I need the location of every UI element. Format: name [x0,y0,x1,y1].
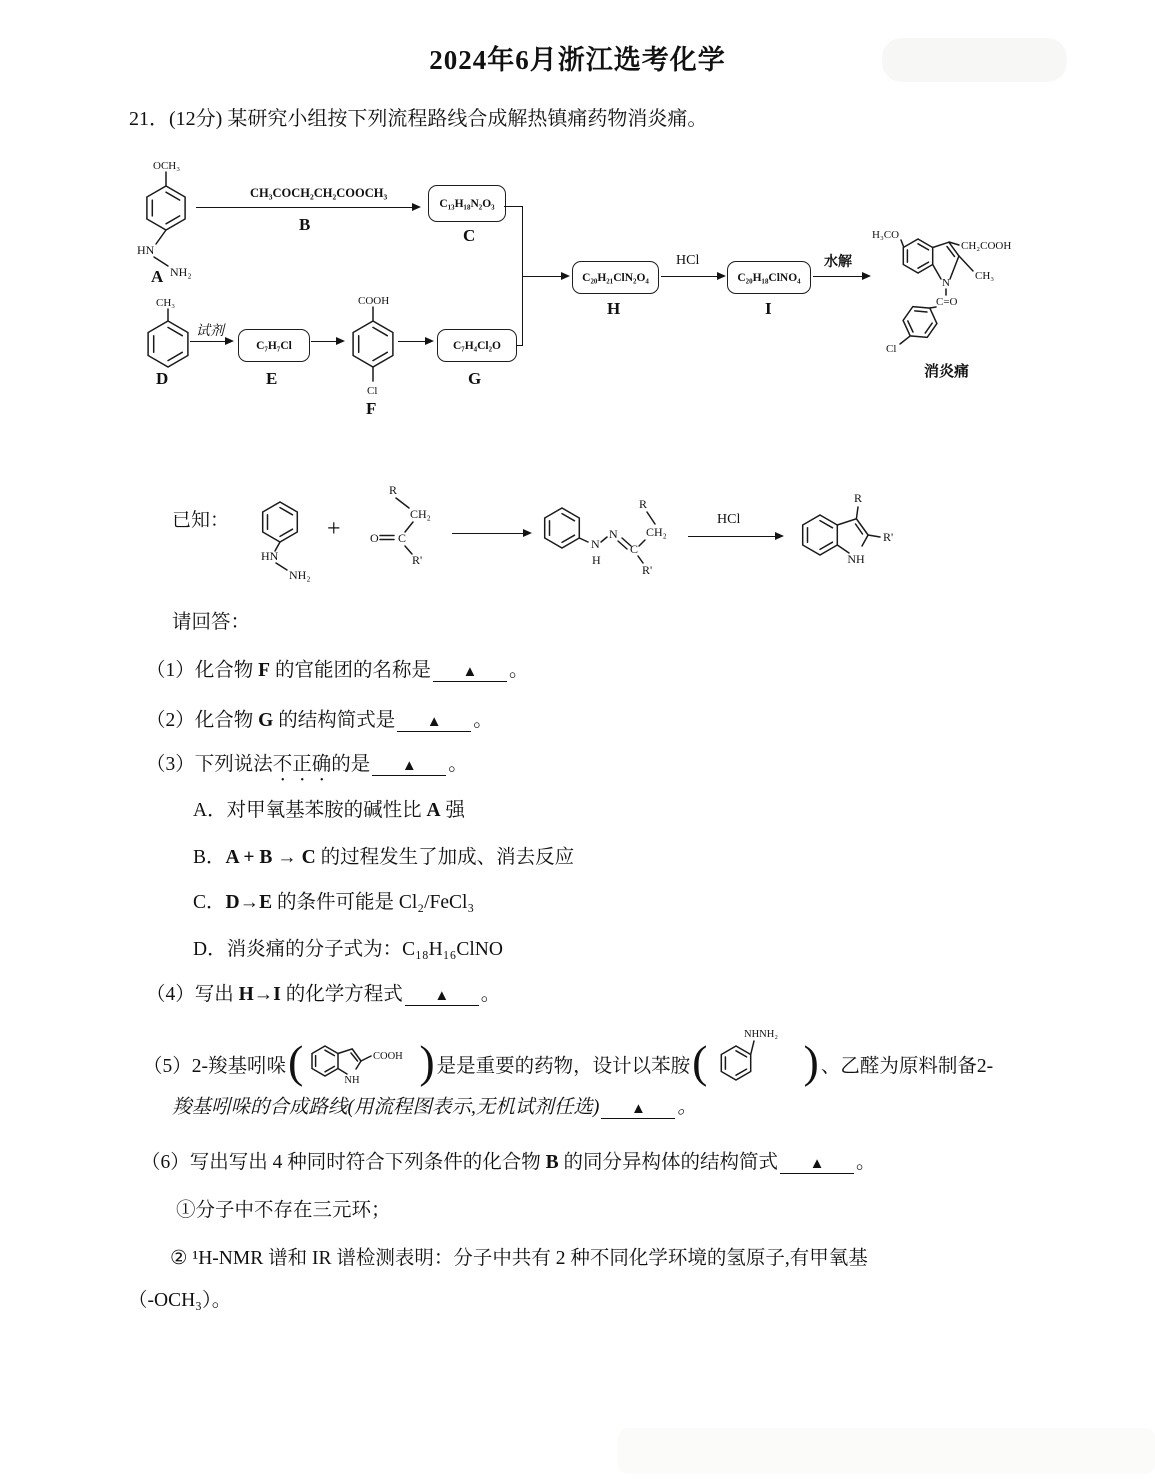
option-d: D．消炎痛的分子式为：C₁₈H₁₆ClNO [193,939,503,960]
known-label: 已知： [172,510,230,531]
arrow-d-to-e [190,341,226,342]
compound-g-box [437,329,517,362]
chloro-label: Cl [886,343,897,355]
answer-prompt: 请回答： [172,612,251,633]
question-3: （3）下列说法不正确的是 ▲ 。 [146,754,468,775]
c-label: C [630,542,639,556]
n2-label: N [609,527,618,541]
benzene-ring [545,508,580,548]
product-name: 消炎痛 [924,364,970,380]
benzene-ring [353,321,393,367]
nh2-label: NH₂ [289,568,311,582]
benzene-ring [803,515,838,555]
chloro-label: Cl [367,385,378,397]
ch2-label: CH₂ [410,507,431,521]
methyl-label: CH₃ [975,270,995,282]
question-2: （2）化合物 G 的结构简式是 ▲ 。 [146,710,493,731]
question-6-condition-2-cont: （-OCH₃）。 [128,1290,232,1311]
benzene-ring [148,321,188,367]
plus-sign: + [327,516,341,542]
known-hcl-label: HCl [717,512,741,527]
reagent-label: 试剂 [196,324,224,339]
arrow-condensation [452,533,524,534]
close-paren: ) [803,1036,819,1088]
nh-label: NH [344,1075,360,1086]
q5-text-3: 、乙醛为原料制备2- [820,1056,994,1077]
acetic-group-label: CH₂COOH [961,240,1012,252]
o-label: O [370,531,379,545]
phenylhydrazine-inline-structure [710,1025,802,1103]
r-prime-label: R' [883,530,894,544]
q5-text-2: 是是重要的药物，设计以苯胺 [436,1056,691,1077]
nhnh2-label: NHNH₂ [743,1029,778,1040]
option-a: A．对甲氧基苯胺的碱性比 A 强 [193,800,465,821]
question-6-condition-2: ② ¹H-NMR 谱和 IR 谱检测表明：分子中共有 2 种不同化学环境的氢原子,有甲氧基 [170,1248,868,1269]
question-6-condition-1: ①分子中不存在三元环； [176,1200,391,1221]
arrow-e-to-f [311,341,337,342]
question-5-line2: 羧基吲哚的合成路线(用流程图表示,无机试剂任选) ▲ 。 [172,1097,697,1118]
methyl-label: CH₃ [156,297,176,309]
hydrazine-nh2-label: NH₂ [170,265,192,279]
r-prime-label: R' [412,553,423,567]
indole-benzene-ring [903,239,932,273]
benzene-ring [263,502,298,542]
n1-label: N [591,537,600,551]
arrow-cyclization [688,536,776,537]
compound-h-formula: C₂₀H₂₁ClN₂O₄ [582,271,649,284]
carboxyl-label: COOH [373,1051,404,1062]
indole-product-structure [792,488,912,583]
page-title: 2024年6月浙江选考化学 [429,45,726,75]
compound-c-box [428,185,506,222]
r-label: R [389,483,398,497]
hydrazine-hn-label: HN [137,243,155,257]
compound-a-structure [125,155,240,290]
question-4: （4）写出 H→I 的化学方程式 ▲ 。 [146,984,501,1005]
nh-h-label: H [592,553,601,567]
hcl-reagent-label: HCl [676,253,700,268]
connector-c [504,206,523,207]
h3co-label: H₃CO [872,229,900,241]
arrow-h-to-i [661,276,718,277]
compound-a-letter: A [151,267,164,286]
q5-text-1: （5）2-羧基吲哚 [143,1056,286,1077]
compound-h-box [572,261,659,294]
carboxyindole-structure [305,1035,417,1093]
benzene-ring [312,1046,338,1076]
hydrolysis-label: 水解 [824,255,852,270]
r-label: R [853,491,863,505]
compound-e-formula: C₇H₇Cl [256,339,292,352]
indomethacin-structure [866,218,1041,363]
benzene-ring [721,1046,750,1080]
option-b: B．A + B → C 的过程发生了加成、消去反应 [193,847,575,868]
r-prime-label: R' [642,563,653,577]
ketone-structure [360,478,450,573]
compound-f-structure [340,292,410,407]
compound-i-formula: C₂₀H₁₈ClNO₄ [737,271,801,284]
question-5 [143,1028,993,1100]
compound-h-letter: H [607,299,621,318]
hn-label: HN [261,549,279,563]
compound-g-formula: C₇H₄Cl₂O [452,339,502,352]
compound-f-letter: F [366,399,377,418]
option-c: C．D→E 的条件可能是 Cl₂/FeCl₃ [193,892,475,913]
chlorophenyl-ring [903,307,937,338]
c-label: C [398,531,407,545]
close-paren: ) [419,1036,435,1088]
compound-c-letter: C [463,226,476,245]
hydrazone-structure [528,490,683,595]
question-6: （6）写出写出 4 种同时符合下列条件的化合物 B 的同分异构体的结构简式 ▲ 。 [141,1152,876,1173]
scan-artifact-bottom [618,1428,1155,1474]
step-b-label: B [299,215,311,234]
carboxyl-label: COOH [358,295,390,307]
arrow-to-h [522,276,562,277]
question-1: （1）化合物 F 的官能团的名称是 ▲ 。 [146,660,529,681]
compound-i-letter: I [765,299,772,318]
question-header: 21．(12分) 某研究小组按下列流程路线合成解热镇痛药物消炎痛。 [129,108,708,130]
arrow-f-to-g [398,341,426,342]
compound-e-letter: E [266,369,278,388]
compound-i-box [727,261,811,294]
nh-label: NH [847,552,865,566]
indole-n-label: N [942,277,950,289]
carbonyl-label: C=O [936,296,958,308]
compound-e-box [238,329,310,362]
methoxy-label: OCH₃ [153,160,181,172]
open-paren: ( [288,1036,304,1088]
phenylhydrazine-structure [250,492,332,592]
reagent-b-formula: CH₃COCH₂CH₂COOCH₃ [250,186,388,200]
arrow-a-to-c [196,207,413,208]
compound-g-letter: G [468,369,482,388]
benzene-ring [147,186,185,230]
open-paren: ( [692,1036,708,1088]
ch2-label: CH₂ [646,525,667,539]
compound-d-letter: D [156,369,169,388]
compound-c-formula: C₁₃H₁₈N₂O₃ [439,197,495,210]
arrow-i-to-product [813,276,863,277]
r-label: R [639,497,648,511]
